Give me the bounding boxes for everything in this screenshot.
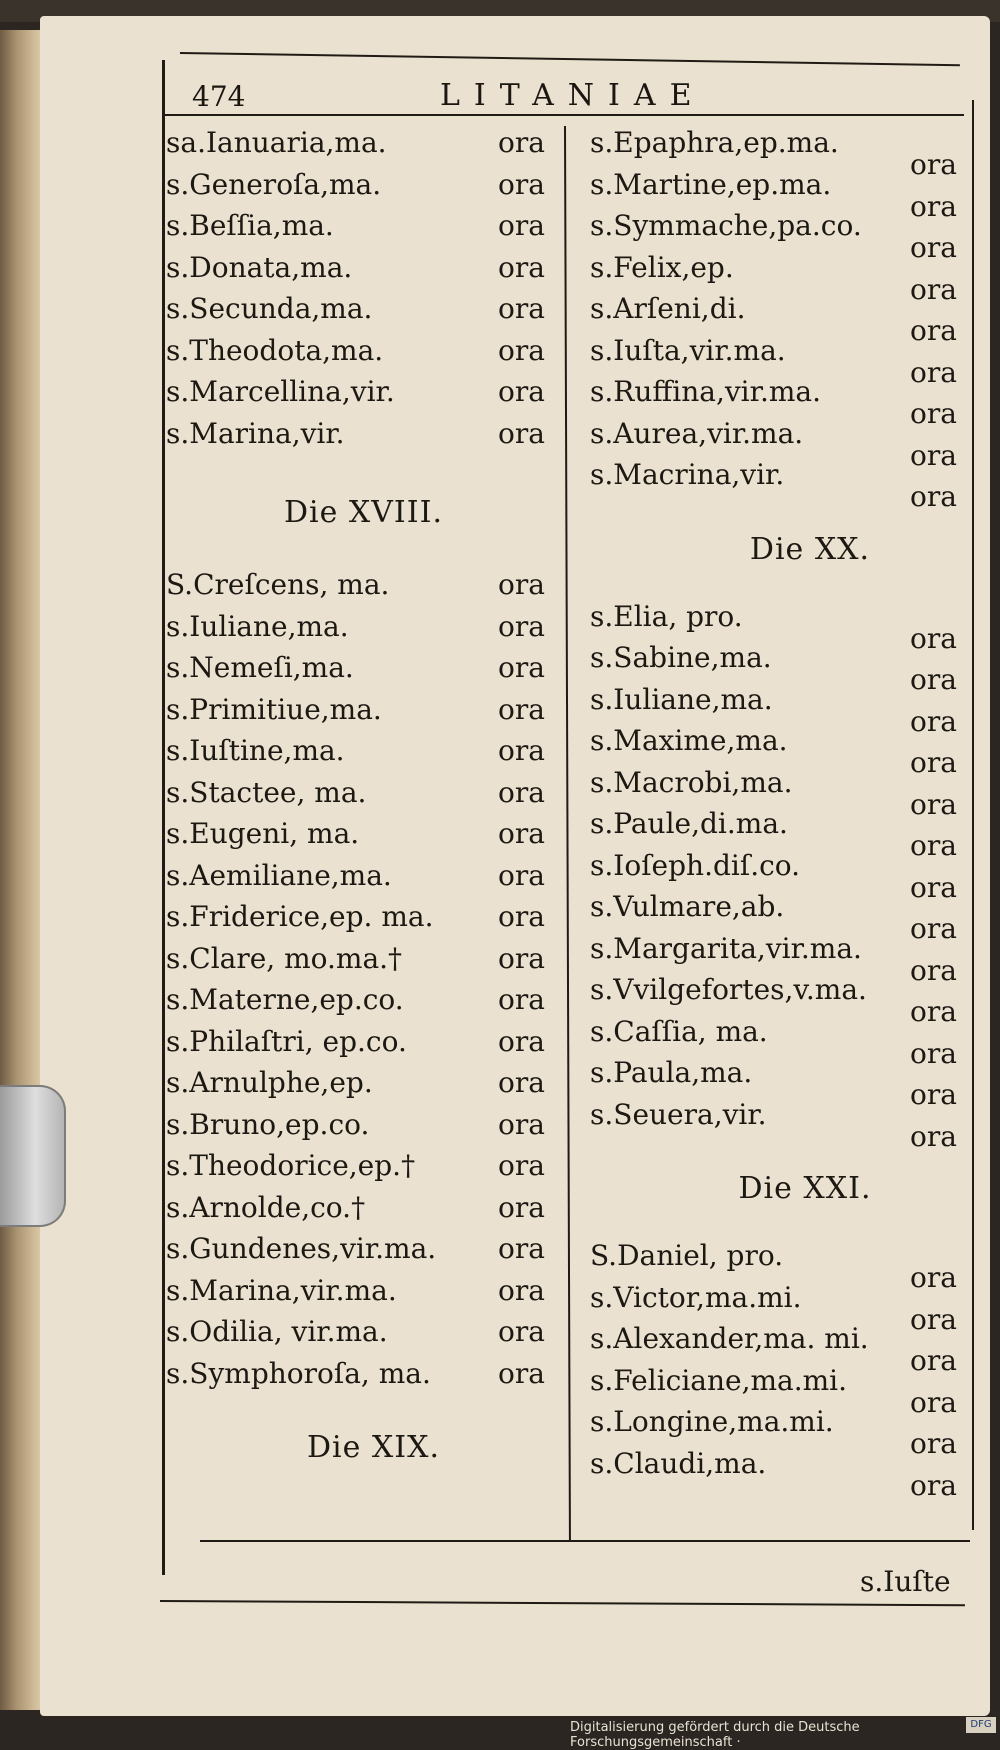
saint-name: s.Vvilgefortes,v.ma.: [590, 973, 867, 1006]
litany-entry: [590, 848, 970, 904]
saint-name: s.Iuliane,ma.: [166, 609, 349, 643]
ora-response: ora: [910, 189, 957, 223]
saint-name: s.Materne,ep.co.: [166, 983, 404, 1016]
saint-name: s.Aurea,vir.ma.: [590, 416, 804, 450]
ora-response: ora: [910, 912, 957, 945]
saint-name: s.Bruno,ep.co.: [166, 1107, 370, 1141]
ora-response: ora: [498, 1149, 545, 1182]
saint-name: s.Macrobi,ma.: [590, 765, 793, 799]
saint-name: s.Margarita,vir.ma.: [590, 931, 862, 965]
ora-response: ora: [498, 568, 545, 601]
litany-entry: [590, 1280, 970, 1336]
litany-entry: [590, 1097, 970, 1153]
ora-response: ora: [498, 1107, 545, 1141]
book-page-edges: [0, 30, 40, 1710]
ora-response: ora: [498, 817, 545, 850]
litany-entry: [166, 1232, 561, 1274]
ora-response: ora: [910, 787, 957, 821]
page-number: 474: [192, 80, 246, 113]
litany-entry: [166, 168, 561, 210]
saint-name: s.Theodorice,ep.†: [166, 1149, 416, 1182]
saint-name: s.Ioſeph.diſ.co.: [590, 848, 801, 882]
ora-response: ora: [910, 397, 957, 430]
saint-name: s.Iuliane,ma.: [590, 682, 773, 716]
litany-entry: [166, 292, 561, 334]
saint-name: s.Epaphra,ep.ma.: [590, 126, 839, 159]
frame-left-rule: [162, 60, 165, 1575]
ora-response: ora: [498, 858, 545, 892]
heading-die-19: Die XIX.: [306, 1430, 441, 1465]
saint-name: s.Paule,di.ma.: [590, 807, 788, 840]
saint-name: s.Symmache,pa.co.: [590, 209, 862, 242]
saint-name: s.Stactee, ma.: [166, 775, 367, 809]
litany-entry: [166, 1315, 561, 1357]
saint-name: s.Arnulphe,ep.: [166, 1066, 373, 1099]
saint-name: s.Sabine,ma.: [590, 641, 772, 674]
litany-entry: [166, 1108, 561, 1150]
litany-entry: [166, 1274, 561, 1316]
heading-die-20: Die XX.: [749, 531, 871, 567]
catchword: s.Iuſte: [860, 1565, 951, 1598]
saint-name: s.Felix,ep.: [590, 250, 734, 284]
saint-name: s.Seuera,vir.: [590, 1097, 767, 1131]
ora-response: ora: [910, 1468, 957, 1502]
saint-name: s.Arnolde,co.†: [166, 1190, 366, 1224]
litany-entry: [590, 375, 970, 430]
ora-response: ora: [498, 1066, 545, 1099]
litany-entry: [590, 167, 970, 223]
frame-right-rule: [972, 100, 974, 1530]
saint-name: s.Vulmare,ab.: [590, 890, 785, 923]
left-list-top: [166, 126, 561, 458]
saint-name: s.Beſſia,ma.: [166, 209, 334, 242]
litany-entry: [590, 1322, 970, 1377]
heading-die-18: Die XVIII.: [283, 495, 444, 530]
left-list-die-18: [166, 568, 561, 1398]
dfg-logo: DFG: [966, 1717, 996, 1733]
ora-response: ora: [498, 209, 545, 242]
ora-response: ora: [498, 292, 545, 325]
ora-response: ora: [498, 1273, 545, 1307]
ora-response: ora: [910, 1427, 957, 1460]
litany-entry: [166, 126, 561, 168]
ora-response: ora: [910, 1036, 957, 1070]
saint-name: s.Nemeſi,ma.: [166, 651, 354, 684]
litany-entry: [590, 890, 970, 945]
ora-response: ora: [910, 480, 957, 513]
ora-response: ora: [910, 746, 957, 779]
litany-entry: [166, 1357, 561, 1399]
ora-response: ora: [910, 870, 957, 904]
ora-response: ora: [498, 983, 545, 1016]
litany-entry: [166, 375, 561, 417]
ora-response: ora: [498, 1356, 545, 1390]
header-rule-lower: [164, 114, 964, 116]
litany-entry: [590, 209, 970, 264]
litany-entry: [590, 1363, 970, 1419]
ora-response: ora: [498, 1315, 545, 1348]
ora-response: ora: [910, 1078, 957, 1111]
saint-name: s.Philaſtri, ep.co.: [166, 1024, 407, 1058]
litany-entry: [166, 1066, 561, 1108]
saint-name: s.Secunda,ma.: [166, 292, 373, 325]
ora-response: ora: [910, 953, 957, 987]
ora-response: ora: [498, 941, 545, 975]
ora-response: ora: [498, 1190, 545, 1224]
litany-entry: [166, 1025, 561, 1067]
ora-response: ora: [498, 167, 545, 201]
litany-entry: [166, 610, 561, 652]
saint-name: s.Claudi,ma.: [590, 1446, 767, 1480]
ora-response: ora: [498, 775, 545, 809]
ora-response: ora: [498, 692, 545, 726]
saint-name: s.Generoſa,ma.: [166, 167, 382, 201]
litany-entry: [590, 973, 970, 1028]
litany-entry: [590, 1056, 970, 1111]
right-list-die-20: [590, 599, 970, 1153]
litany-entry: [590, 599, 970, 655]
saint-name: s.Feliciane,ma.mi.: [590, 1363, 848, 1397]
ora-response: ora: [910, 1302, 957, 1336]
saint-name: s.Ruffina,vir.ma.: [590, 375, 821, 408]
litany-entry: [166, 334, 561, 376]
ora-response: ora: [498, 1024, 545, 1058]
ora-response: ora: [498, 900, 545, 933]
paper-clip-icon: [0, 1085, 66, 1227]
litany-entry: [590, 641, 970, 696]
saint-name: s.Victor,ma.mi.: [590, 1280, 802, 1314]
saint-name: s.Iuſta,vir.ma.: [590, 333, 786, 367]
right-column: [590, 126, 970, 1502]
saint-name: s.Macrina,vir.: [590, 458, 785, 491]
saint-name: s.Clare, mo.ma.†: [166, 941, 403, 975]
litany-entry: [590, 292, 970, 347]
litany-entry: [166, 693, 561, 735]
saint-name: s.Symphoroſa, ma.: [166, 1356, 431, 1390]
litany-entry: [590, 126, 970, 181]
litany-entry: [590, 1405, 970, 1460]
saint-name: s.Theodota,ma.: [166, 333, 384, 367]
litany-entry: [590, 1239, 970, 1294]
ora-response: ora: [910, 704, 957, 738]
right-list-die-21: [590, 1239, 970, 1502]
ora-response: ora: [910, 995, 957, 1028]
saint-name: s.Alexander,ma. mi.: [590, 1322, 869, 1355]
litany-entry: [590, 1446, 970, 1502]
litany-entry: [166, 900, 561, 942]
saint-name: s.Maxime,ma.: [590, 724, 788, 757]
ora-response: ora: [910, 438, 957, 472]
saint-name: s.Marcellina,vir.: [166, 375, 395, 408]
litany-entry: [166, 1191, 561, 1233]
ora-response: ora: [498, 126, 545, 159]
saint-name: S.Daniel, pro.: [590, 1239, 784, 1272]
ora-response: ora: [498, 1232, 545, 1265]
saint-name: s.Martine,ep.ma.: [590, 167, 832, 201]
saint-name: s.Eugeni, ma.: [166, 817, 360, 850]
saint-name: s.Longine,ma.mi.: [590, 1405, 834, 1438]
litany-entry: [166, 651, 561, 693]
litany-entry: [166, 734, 561, 776]
saint-name: s.Gundenes,vir.ma.: [166, 1232, 437, 1265]
litany-entry: [590, 250, 970, 306]
saint-name: s.Odilia, vir.ma.: [166, 1315, 388, 1348]
ora-response: ora: [498, 250, 545, 284]
litany-entry: [590, 931, 970, 987]
litany-entry: [590, 724, 970, 779]
ora-response: ora: [910, 829, 957, 862]
saint-name: s.Paula,ma.: [590, 1056, 753, 1089]
ora-response: ora: [910, 272, 957, 306]
saint-name: s.Iuſtine,ma.: [166, 734, 345, 767]
litany-entry: [166, 983, 561, 1025]
ora-response: ora: [910, 1261, 957, 1294]
saint-name: S.Creſcens, ma.: [166, 568, 390, 601]
litany-entry: [166, 209, 561, 251]
litany-entry: [166, 1149, 561, 1191]
litany-entry: [590, 1014, 970, 1070]
ora-response: ora: [498, 416, 545, 450]
ora-response: ora: [498, 609, 545, 643]
ora-response: ora: [910, 1119, 957, 1153]
ora-response: ora: [910, 314, 957, 347]
ora-response: ora: [498, 651, 545, 684]
ora-response: ora: [498, 734, 545, 767]
ora-response: ora: [910, 621, 957, 655]
litany-entry: [166, 251, 561, 293]
ora-response: ora: [910, 231, 957, 264]
litany-entry: [166, 942, 561, 984]
ora-response: ora: [498, 375, 545, 408]
litany-entry: [590, 458, 970, 513]
litany-entry: [590, 807, 970, 862]
footer-rule: [200, 1540, 970, 1542]
heading-die-21: Die XXI.: [738, 1171, 872, 1206]
footer-credit: Digitalisierung gefördert durch die Deutsche Forschungsgemeinschaft ·: [570, 1720, 860, 1750]
litany-entry: [166, 568, 561, 610]
saint-name: s.Marina,vir.ma.: [166, 1273, 397, 1307]
saint-name: s.Primitiue,ma.: [166, 692, 382, 726]
running-head: LITANIAE: [440, 78, 706, 113]
saint-name: s.Aemiliane,ma.: [166, 858, 392, 892]
ora-response: ora: [910, 148, 957, 181]
saint-name: s.Arſeni,di.: [590, 292, 746, 325]
saint-name: s.Donata,ma.: [166, 250, 353, 284]
saint-name: s.Caſſia, ma.: [590, 1014, 768, 1048]
litany-entry: [590, 682, 970, 738]
ora-response: ora: [910, 663, 957, 696]
saint-name: s.Friderice,ep. ma.: [166, 900, 434, 933]
litany-entry: [590, 416, 970, 472]
ora-response: ora: [910, 1344, 957, 1377]
ora-response: ora: [910, 355, 957, 389]
litany-entry: [166, 859, 561, 901]
litany-entry: [590, 333, 970, 389]
right-list-top: [590, 126, 970, 513]
saint-name: s.Elia, pro.: [590, 599, 743, 633]
saint-name: s.Marina,vir.: [166, 416, 345, 450]
litany-entry: [590, 765, 970, 821]
litany-entry: [166, 776, 561, 818]
litany-entry: [166, 417, 561, 459]
saint-name: sa.Ianuaria,ma.: [166, 126, 387, 159]
left-column: [166, 126, 561, 1498]
ora-response: ora: [498, 333, 545, 367]
ora-response: ora: [910, 1385, 957, 1419]
litany-entry: [166, 817, 561, 859]
